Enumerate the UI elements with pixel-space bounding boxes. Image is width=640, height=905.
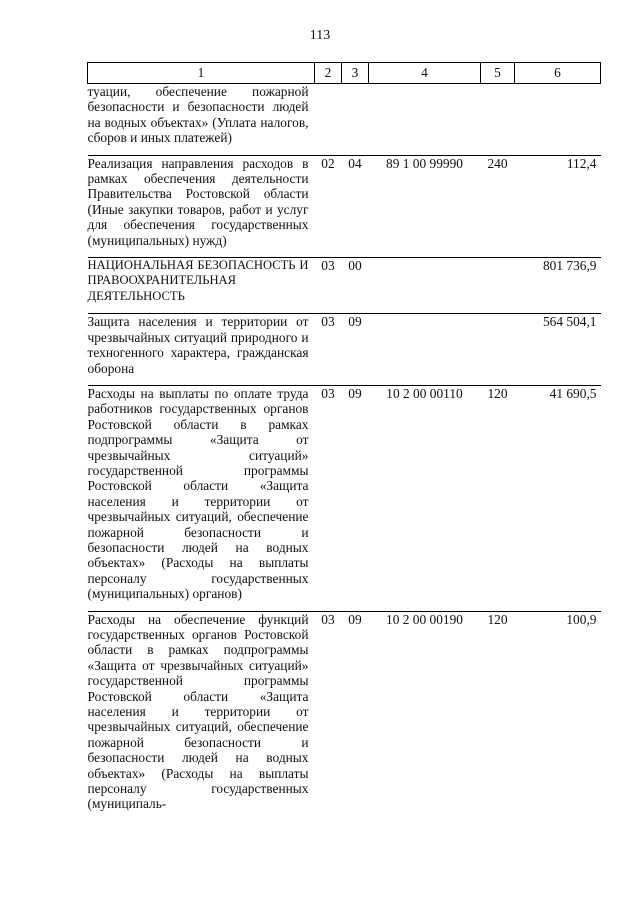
row-expense-type: 240 — [481, 155, 515, 248]
row-expense-type — [481, 84, 515, 146]
col-header-6: 6 — [515, 63, 601, 84]
row-section: 03 — [315, 314, 342, 376]
row-target-code — [369, 84, 481, 146]
row-amount: 801 736,9 — [515, 258, 601, 305]
row-target-code — [369, 314, 481, 376]
row-description: НАЦИОНАЛЬНАЯ БЕЗОПАСНОСТЬ И ПРАВООХРАНИТЕЛЬНАЯ ДЕЯТЕЛЬНОСТЬ — [88, 258, 315, 305]
row-section: 03 — [315, 258, 342, 305]
col-header-4: 4 — [369, 63, 481, 84]
table-row — [88, 314, 601, 376]
col-header-5: 5 — [481, 63, 515, 84]
row-description: Реализация направления расходов в рамках обеспечения деятельности Правительства Ростовской области (Иные закупки товаров, работ и услуг для обеспечения государственных (муниципальных) нужд) — [88, 155, 315, 248]
row-amount: 112,4 — [515, 155, 601, 248]
row-description: Защита населения и территории от чрезвычайных ситуаций природного и техногенного характера, гражданская оборона — [88, 314, 315, 376]
row-expense-type — [481, 258, 515, 305]
table-row — [88, 84, 601, 146]
header-row — [88, 63, 601, 84]
row-target-code: 10 2 00 00110 — [369, 385, 481, 601]
table-row — [88, 611, 601, 812]
row-description: Расходы на обеспечение функций государственных органов Ростовской области в рамках подпрограммы «Защита от чрезвычайных ситуаций» государственной программы Ростовской области «Защита населения и территории от чрезвычайных ситуаций, обеспечение пожарной безопасности и безопасности людей на водных объектах» (Расходы на выплаты персоналу государственных (муниципаль- — [88, 611, 315, 812]
col-header-2: 2 — [315, 63, 342, 84]
row-section: 03 — [315, 611, 342, 812]
col-header-3: 3 — [342, 63, 369, 84]
page-number: 113 — [309, 28, 331, 43]
row-description: туации, обеспечение пожарной безопасности и безопасности людей на водных объектах» (Уплата налогов, сборов и иных платежей) — [87, 84, 309, 146]
row-section: 03 — [315, 385, 342, 601]
row-subsection: 09 — [342, 385, 369, 601]
row-target-code: 10 2 00 00190 — [369, 611, 481, 812]
row-expense-type: 120 — [481, 385, 515, 601]
row-subsection: 09 — [342, 611, 369, 812]
table-row — [88, 258, 601, 305]
row-target-code — [369, 258, 481, 305]
row-section: 02 — [315, 155, 342, 248]
row-target-code: 89 1 00 99990 — [369, 155, 481, 248]
row-subsection: 09 — [342, 314, 369, 376]
row-amount: 564 504,1 — [515, 314, 601, 376]
row-section — [315, 84, 342, 146]
row-amount — [515, 84, 601, 146]
row-description: Расходы на выплаты по оплате труда работников государственных органов Ростовской области в рамках подпрограммы «Защита от чрезвычайных ситуаций» государственной программы Ростовской области «Защита населения и территории от чрезвычайных ситуаций, обеспечение пожарной безопасности и безопасности людей на водных объектах» (Расходы на выплаты персоналу государственных (муниципальных) органов) — [88, 385, 315, 601]
table-row — [88, 155, 601, 248]
row-expense-type: 120 — [481, 611, 515, 812]
table-row — [88, 385, 601, 601]
row-amount: 100,9 — [515, 611, 601, 812]
row-subsection — [342, 84, 369, 146]
row-expense-type — [481, 314, 515, 376]
budget-table — [87, 62, 601, 812]
row-subsection: 04 — [342, 155, 369, 248]
row-amount: 41 690,5 — [515, 385, 601, 601]
row-subsection: 00 — [342, 258, 369, 305]
col-header-1: 1 — [88, 63, 315, 84]
